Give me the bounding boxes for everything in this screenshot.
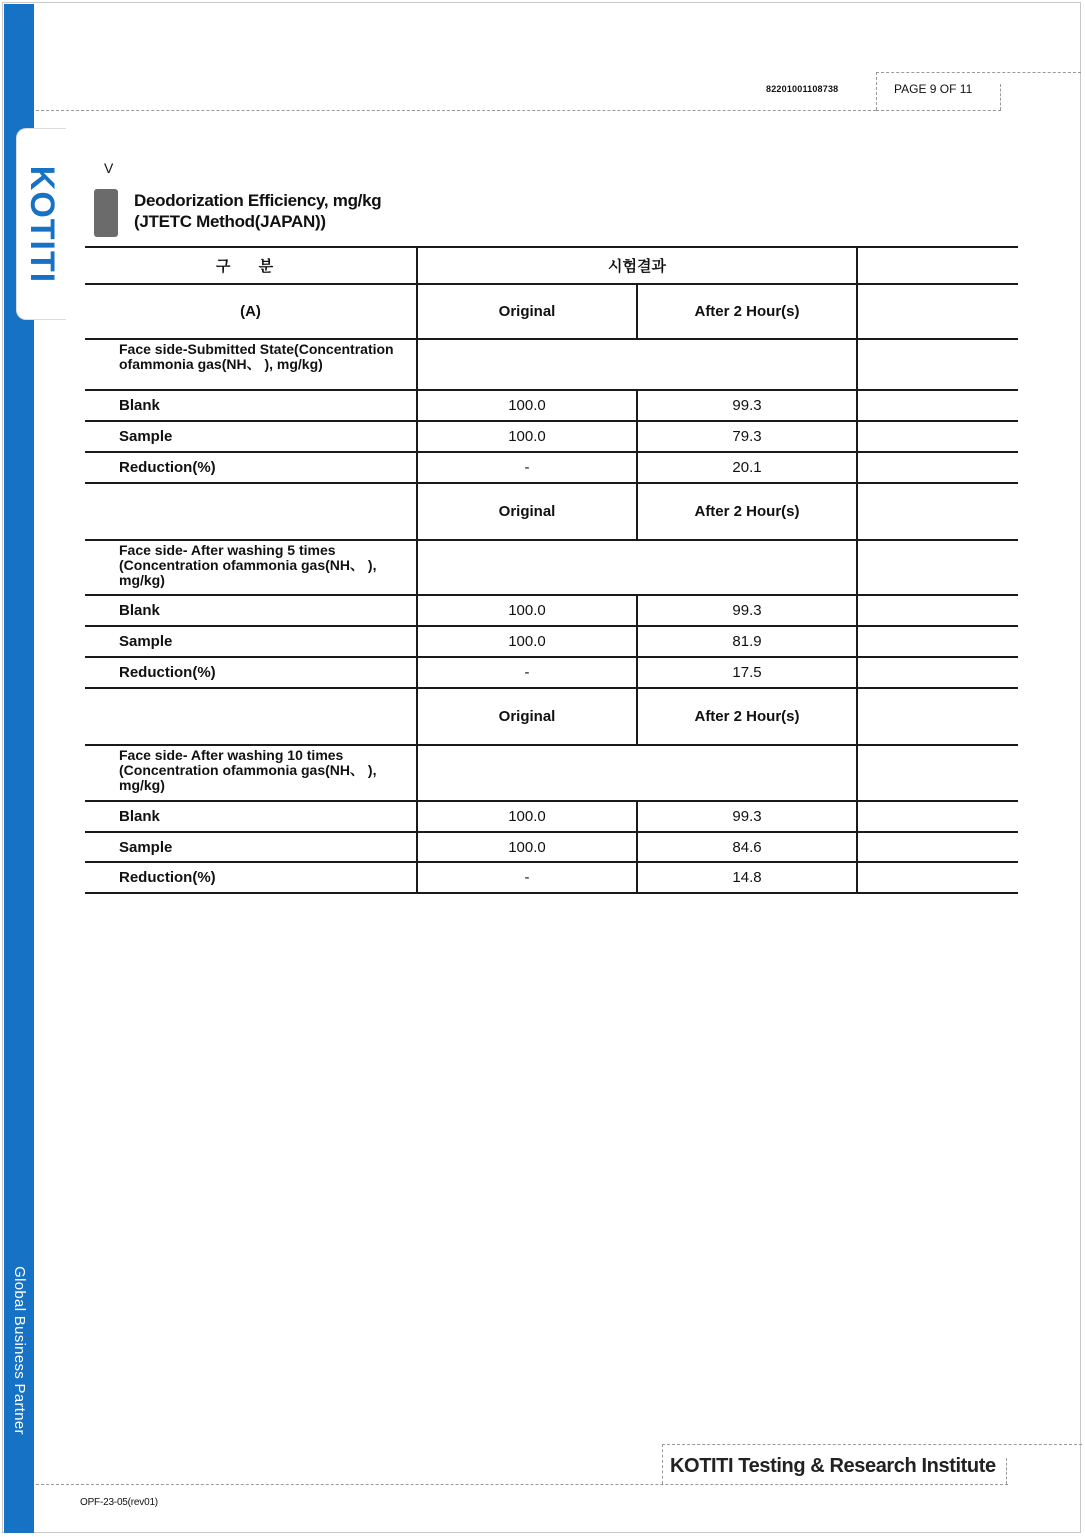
cell-original: 100.0 xyxy=(417,626,637,657)
col-original: Original xyxy=(417,284,637,339)
subheader-label: (A) xyxy=(85,284,417,339)
row-label: Sample xyxy=(85,832,417,862)
row-label: Sample xyxy=(85,626,417,657)
cell-original: - xyxy=(417,657,637,688)
row-label: Reduction(%) xyxy=(85,862,417,893)
empty-cell xyxy=(857,339,1018,390)
table-header-row xyxy=(85,247,1018,284)
section-title-line1: Deodorization Efficiency, mg/kg xyxy=(134,191,382,210)
row-label: Reduction(%) xyxy=(85,452,417,483)
row-label: Blank xyxy=(85,390,417,421)
footer-rule-bottom xyxy=(36,1484,1008,1485)
section-mark: V xyxy=(104,160,114,176)
header-rule-top xyxy=(876,72,1081,73)
sidebar-tagline xyxy=(4,1250,34,1450)
empty-cell xyxy=(857,801,1018,832)
table-row xyxy=(85,595,1018,626)
cell-after: 20.1 xyxy=(637,452,857,483)
condition-row xyxy=(85,540,1018,595)
cell-after: 99.3 xyxy=(637,801,857,832)
condition-row xyxy=(85,339,1018,390)
header-blank xyxy=(857,247,1018,284)
empty-cell xyxy=(857,862,1018,893)
footer-rule-top xyxy=(662,1444,1082,1445)
row-label: Blank xyxy=(85,595,417,626)
cell-after: 99.3 xyxy=(637,390,857,421)
empty-cell xyxy=(857,483,1018,540)
cell-after: 17.5 xyxy=(637,657,857,688)
empty-cell xyxy=(85,688,417,745)
table-row xyxy=(85,657,1018,688)
header-result: 시험결과 xyxy=(417,247,857,284)
footer-rule-vertical xyxy=(662,1444,663,1484)
condition-label: Face side- After washing 10 times (Concentration ofammonia gas(NH、 ), mg/kg) xyxy=(85,745,417,801)
empty-cell xyxy=(417,339,857,390)
empty-cell xyxy=(417,540,857,595)
empty-cell xyxy=(857,421,1018,452)
page-number: PAGE 9 OF 11 xyxy=(894,82,973,96)
header-rule-left xyxy=(36,110,876,111)
results-table xyxy=(85,246,1018,894)
row-label: Reduction(%) xyxy=(85,657,417,688)
empty-cell xyxy=(857,452,1018,483)
header-category: 구 분 xyxy=(85,247,417,284)
col-original: Original xyxy=(417,688,637,745)
col-original: Original xyxy=(417,483,637,540)
section-bar-icon xyxy=(94,189,118,237)
section-title xyxy=(134,190,381,232)
tagline-text: Global Business Partner xyxy=(10,1265,28,1435)
cell-original: 100.0 xyxy=(417,390,637,421)
cell-original: 100.0 xyxy=(417,421,637,452)
empty-cell xyxy=(857,626,1018,657)
empty-cell xyxy=(857,688,1018,745)
table-row xyxy=(85,832,1018,862)
subheader-row xyxy=(85,483,1018,540)
table-row xyxy=(85,626,1018,657)
table-row xyxy=(85,862,1018,893)
col-after: After 2 Hour(s) xyxy=(637,688,857,745)
cell-original: - xyxy=(417,862,637,893)
header-rule-bottom xyxy=(876,110,1001,111)
table-row xyxy=(85,801,1018,832)
header-rule-vertical xyxy=(876,72,877,110)
empty-cell xyxy=(857,745,1018,801)
section-title-line2: (JTETC Method(JAPAN)) xyxy=(134,212,326,231)
kotiti-logo xyxy=(22,134,62,314)
footer-institute: KOTITI Testing & Research Institute xyxy=(670,1455,996,1477)
empty-cell xyxy=(85,483,417,540)
subheader-row xyxy=(85,284,1018,339)
col-after: After 2 Hour(s) xyxy=(637,284,857,339)
row-label: Sample xyxy=(85,421,417,452)
table-row xyxy=(85,452,1018,483)
logo-text: KOTITI xyxy=(23,165,62,283)
cell-original: 100.0 xyxy=(417,595,637,626)
form-code: OPF-23-05(rev01) xyxy=(80,1497,158,1508)
footer-rule-vertical-right xyxy=(1006,1458,1007,1484)
row-label: Blank xyxy=(85,801,417,832)
cell-after: 79.3 xyxy=(637,421,857,452)
empty-cell xyxy=(417,745,857,801)
cell-original: 100.0 xyxy=(417,801,637,832)
empty-cell xyxy=(857,595,1018,626)
empty-cell xyxy=(857,390,1018,421)
col-after: After 2 Hour(s) xyxy=(637,483,857,540)
cell-after: 81.9 xyxy=(637,626,857,657)
table-row xyxy=(85,421,1018,452)
empty-cell xyxy=(857,832,1018,862)
header-rule-vertical-right xyxy=(1000,84,1001,110)
empty-cell xyxy=(857,657,1018,688)
report-number: 82201001108738 xyxy=(766,84,839,94)
empty-cell xyxy=(857,284,1018,339)
cell-original: - xyxy=(417,452,637,483)
cell-after: 99.3 xyxy=(637,595,857,626)
condition-row xyxy=(85,745,1018,801)
table-row xyxy=(85,390,1018,421)
cell-original: 100.0 xyxy=(417,832,637,862)
condition-label: Face side- After washing 5 times (Concentration ofammonia gas(NH、 ), mg/kg) xyxy=(85,540,417,595)
empty-cell xyxy=(857,540,1018,595)
subheader-row xyxy=(85,688,1018,745)
cell-after: 84.6 xyxy=(637,832,857,862)
cell-after: 14.8 xyxy=(637,862,857,893)
condition-label: Face side-Submitted State(Concentration ofammonia gas(NH、 ), mg/kg) xyxy=(85,339,417,390)
